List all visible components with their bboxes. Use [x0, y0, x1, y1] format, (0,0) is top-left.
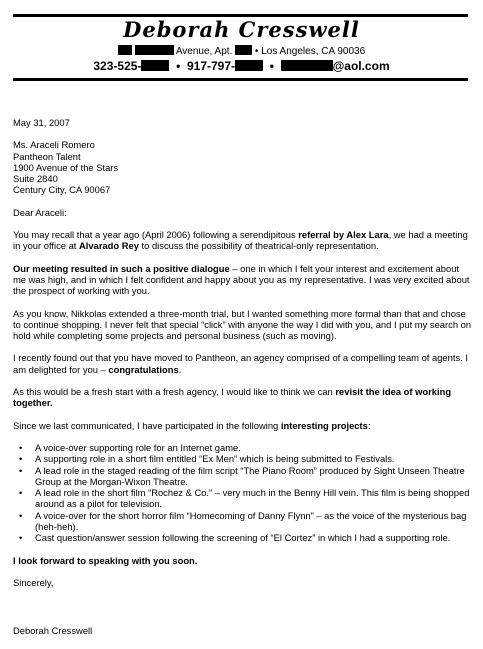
separator: • — [254, 46, 259, 57]
phone-1: 323-525- — [93, 59, 142, 73]
email: @aol.com — [332, 59, 390, 73]
recipient-line: Ms. Araceli Romero — [13, 139, 95, 151]
paragraph-6: Since we last communicated, I have participated in the following interesting projects: — [13, 419, 371, 431]
sender-address — [0, 45, 483, 57]
letter-body — [13, 117, 473, 648]
paragraph-3: As you know, Nikkolas extended a three-month trial, but I wanted something more formal than that and chose to continue shopping. I never felt that special “click” with anyone the way I did with you, and I put my search on hold while completing some projects and personal business (such as moving). — [13, 307, 472, 342]
paragraph-5: As this would be a fresh start with a fresh agency, I would like to think we can revisit the idea of working together. — [13, 386, 452, 409]
list-item: • A lead role in the short film “Rochez & Co.” – very much in the Benny Hill vein. This film is being shopped around as a pilot for television. — [19, 487, 470, 510]
signature: Deborah Cresswell — [13, 625, 93, 637]
project-list — [13, 442, 473, 544]
paragraph-1: You may recall that a year ago (April 2006) following a serendipitous referral by Alex Lara, we had a meeting in your office at Alvarado Rey to discuss the possibility of theatrical-only representation. — [13, 229, 468, 252]
redaction — [118, 45, 132, 55]
recipient-line: 1900 Avenue of the Stars — [13, 161, 119, 173]
address-city: Los Angeles, CA 90036 — [261, 46, 366, 57]
bullet-icon: • — [19, 532, 23, 544]
list-item: • A supporting role in a short film entitled “Ex Men” which is being submitted to Festivals. — [19, 453, 395, 465]
salutation: Dear Araceli: — [13, 206, 67, 218]
list-item: • A lead role in the staged reading of the film script “The Piano Room” produced by Sight Unseen Theatre Group at the Morgan-Wixon Theatre. — [19, 464, 465, 487]
separator: • — [269, 59, 274, 73]
list-item: • Cast question/answer session following the screening of “El Cortez” in which I had a supporting role. — [19, 532, 451, 544]
redaction — [141, 60, 169, 71]
redaction — [281, 60, 333, 71]
sender-name: Deborah Cresswell — [123, 17, 360, 42]
bullet-icon: • — [19, 487, 23, 499]
bullet-icon: • — [19, 509, 23, 521]
list-item: • A voice-over for the short horror film “Homecoming of Danny Flynn” – as the voice of the mysterious bag (heh-heh). — [19, 509, 467, 533]
recipient-line: Pantheon Talent — [13, 150, 81, 162]
redaction — [235, 60, 263, 71]
bullet-icon: • — [19, 441, 23, 453]
signoff: Sincerely, — [13, 576, 54, 588]
bullet-icon: • — [19, 453, 23, 465]
bottom-rule — [13, 78, 468, 81]
recipient-address — [13, 139, 473, 195]
separator: • — [176, 59, 181, 73]
redaction — [135, 45, 174, 55]
bullet-icon: • — [19, 464, 23, 476]
paragraph-2: Our meeting resulted in such a positive dialogue – one in which I felt your interest and excitement about me was high, and in which I felt confident and happy about you as my representative. I was very excited about the prospect of working with you. — [13, 262, 470, 297]
closing-line: I look forward to speaking with you soon. — [13, 554, 198, 566]
sender-contacts — [0, 59, 483, 73]
recipient-line: Century City, CA 90067 — [13, 184, 111, 196]
phone-2: 917-797- — [186, 59, 236, 73]
address-street: Avenue, Apt. — [175, 46, 233, 57]
paragraph-4: I recently found out that you have moved to Pantheon, an agency comprised of a compelling team of agents. I am delighted for you – congratulations. — [13, 352, 468, 375]
letter-date: May 31, 2007 — [13, 117, 70, 128]
redaction — [235, 45, 252, 55]
recipient-line: Suite 2840 — [13, 173, 58, 185]
list-item: • A voice-over supporting role for an Internet game. — [19, 441, 241, 453]
